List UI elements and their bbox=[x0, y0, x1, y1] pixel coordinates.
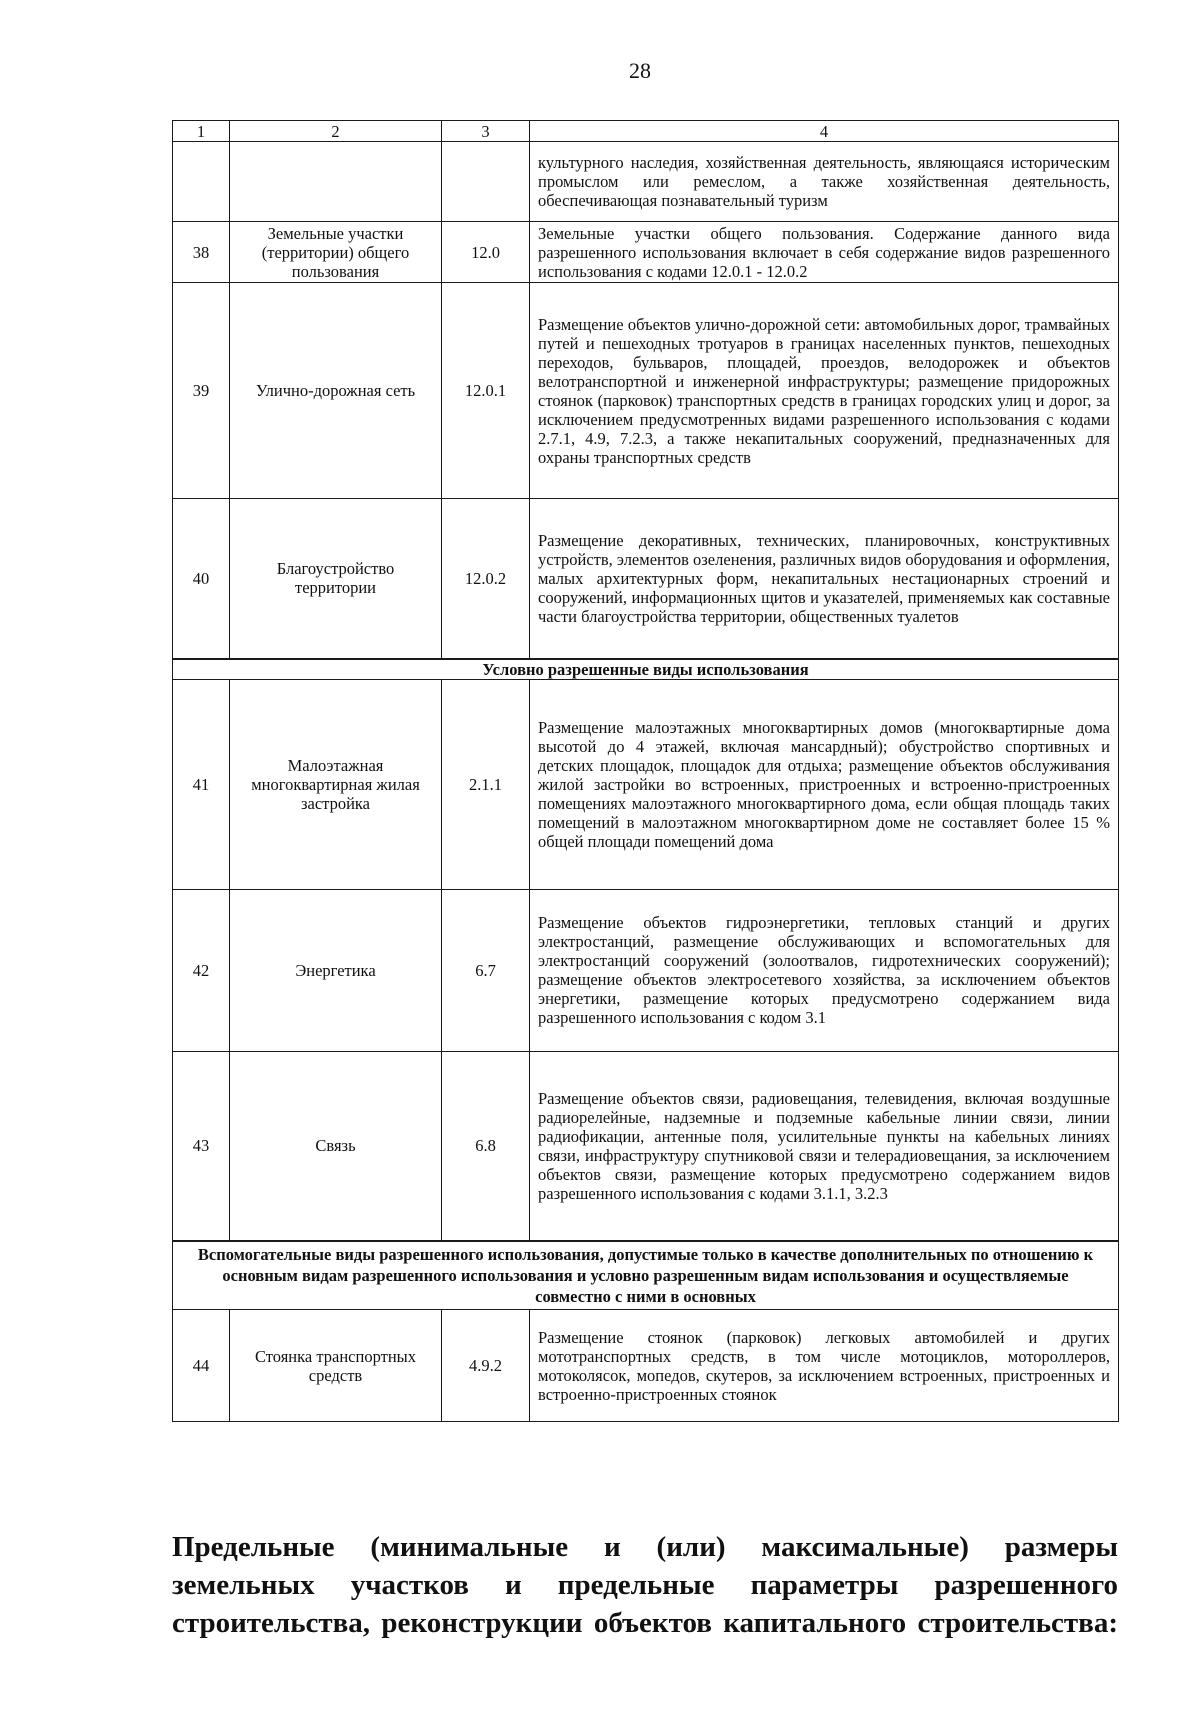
table-row bbox=[173, 679, 1119, 889]
use-name bbox=[230, 142, 442, 222]
section-heading: Предельные (минимальные и (или) максимальные) размеры земельных участков и предельные параметры разрешенного строительства, реконструкции объектов капитального строительства: bbox=[172, 1531, 1118, 1639]
section-title-auxiliary: Вспомогательные виды разрешенного использования, допустимые только в качестве дополнительных по отношению к основным видам разрешенного использования и условно разрешенным видам использования и осуществляемые совместно с ними в основных bbox=[173, 1241, 1119, 1310]
table-row bbox=[173, 889, 1119, 1051]
use-description: Размещение малоэтажных многоквартирных домов (многоквартирные дома высотой до 4 этажей, включая мансардный); обустройство спортивных и детских площадок, площадок для отдыха; размещение объектов обслуживания жилой застройки во встроенных, пристроенных и встроенно-пристроенных помещениях малоэтажного многоквартирного дома, если общая площадь таких помещений в малоэтажном многоквартирном доме не составляет более 15 % общей площади помещений дома bbox=[530, 679, 1119, 889]
table-row bbox=[173, 1310, 1119, 1422]
section-row-auxiliary bbox=[173, 1241, 1119, 1310]
use-code: 2.1.1 bbox=[442, 679, 530, 889]
section-title-conditional: Условно разрешенные виды использования bbox=[173, 659, 1119, 680]
page-number: 28 bbox=[629, 58, 651, 83]
row-number: 38 bbox=[173, 222, 230, 283]
header-col-4: 4 bbox=[530, 121, 1119, 142]
row-number: 43 bbox=[173, 1051, 230, 1241]
row-number: 39 bbox=[173, 283, 230, 499]
row-number: 40 bbox=[173, 499, 230, 659]
table-row bbox=[173, 142, 1119, 222]
use-name: Благоустройство территории bbox=[230, 499, 442, 659]
use-name: Энергетика bbox=[230, 889, 442, 1051]
header-col-1: 1 bbox=[173, 121, 230, 142]
row-number: 41 bbox=[173, 679, 230, 889]
header-col-3: 3 bbox=[442, 121, 530, 142]
use-description: Размещение объектов гидроэнергетики, тепловых станций и других электростанций, размещение обслуживающих и вспомогательных для электростанций сооружений (золоотвалов, гидротехнических сооружений); размещение объектов электросетевого хозяйства, за исключением объектов энергетики, размещение которых предусмотрено содержанием вида разрешенного использования с кодом 3.1 bbox=[530, 889, 1119, 1051]
header-col-2: 2 bbox=[230, 121, 442, 142]
row-number: 44 bbox=[173, 1310, 230, 1422]
use-description: Размещение декоративных, технических, планировочных, конструктивных устройств, элементов озеленения, различных видов оборудования и оформления, малых архитектурных форм, некапитальных нестационарных строений и сооружений, информационных щитов и указателей, применяемых как составные части благоустройства территории, общественных туалетов bbox=[530, 499, 1119, 659]
use-code: 12.0 bbox=[442, 222, 530, 283]
use-code: 12.0.2 bbox=[442, 499, 530, 659]
use-name: Малоэтажная многоквартирная жилая застройка bbox=[230, 679, 442, 889]
use-code: 6.8 bbox=[442, 1051, 530, 1241]
table-row bbox=[173, 222, 1119, 283]
use-name: Связь bbox=[230, 1051, 442, 1241]
section-row-conditional bbox=[173, 659, 1119, 680]
use-code: 6.7 bbox=[442, 889, 530, 1051]
table-header-row bbox=[173, 121, 1119, 142]
table-row bbox=[173, 499, 1119, 659]
use-description: Размещение объектов улично-дорожной сети: автомобильных дорог, трамвайных путей и пешеходных тротуаров в границах населенных пунктов, пешеходных переходов, бульваров, площадей, проездов, велодорожек и объектов велотранспортной и инженерной инфраструктуры; размещение придорожных стоянок (парковок) транспортных средств в границах городских улиц и дорог, за исключением предусмотренных видами разрешенного использования с кодами 2.7.1, 4.9, 7.2.3, а также некапитальных сооружений, предназначенных для охраны транспортных средств bbox=[530, 283, 1119, 499]
use-name: Улично-дорожная сеть bbox=[230, 283, 442, 499]
use-code: 4.9.2 bbox=[442, 1310, 530, 1422]
use-code bbox=[442, 142, 530, 222]
use-name: Стоянка транспортных средств bbox=[230, 1310, 442, 1422]
use-description: Земельные участки общего пользования. Содержание данного вида разрешенного использования включает в себя содержание видов разрешенного использования с кодами 12.0.1 - 12.0.2 bbox=[530, 222, 1119, 283]
use-name: Земельные участки (территории) общего пользования bbox=[230, 222, 442, 283]
use-description: культурного наследия, хозяйственная деятельность, являющаяся историческим промыслом или ремеслом, а также хозяйственная деятельность, обеспечивающая познавательный туризм bbox=[530, 142, 1119, 222]
table-row bbox=[173, 1051, 1119, 1241]
row-number: 42 bbox=[173, 889, 230, 1051]
row-number bbox=[173, 142, 230, 222]
use-description: Размещение стоянок (парковок) легковых автомобилей и других мототранспортных средств, в том числе мотоциклов, мотороллеров, мотоколясок, мопедов, скутеров, за исключением встроенных, пристроенных и встроенно-пристроенных стоянок bbox=[530, 1310, 1119, 1422]
land-use-table bbox=[172, 120, 1119, 1422]
use-code: 12.0.1 bbox=[442, 283, 530, 499]
table-row bbox=[173, 283, 1119, 499]
use-description: Размещение объектов связи, радиовещания, телевидения, включая воздушные радиорелейные, надземные и подземные кабельные линии связи, линии радиофикации, антенные поля, усилительные пункты на кабельных линиях связи, инфраструктуру спутниковой связи и телерадиовещания, за исключением объектов связи, размещение которых предусмотрено содержанием видов разрешенного использования с кодами 3.1.1, 3.2.3 bbox=[530, 1051, 1119, 1241]
